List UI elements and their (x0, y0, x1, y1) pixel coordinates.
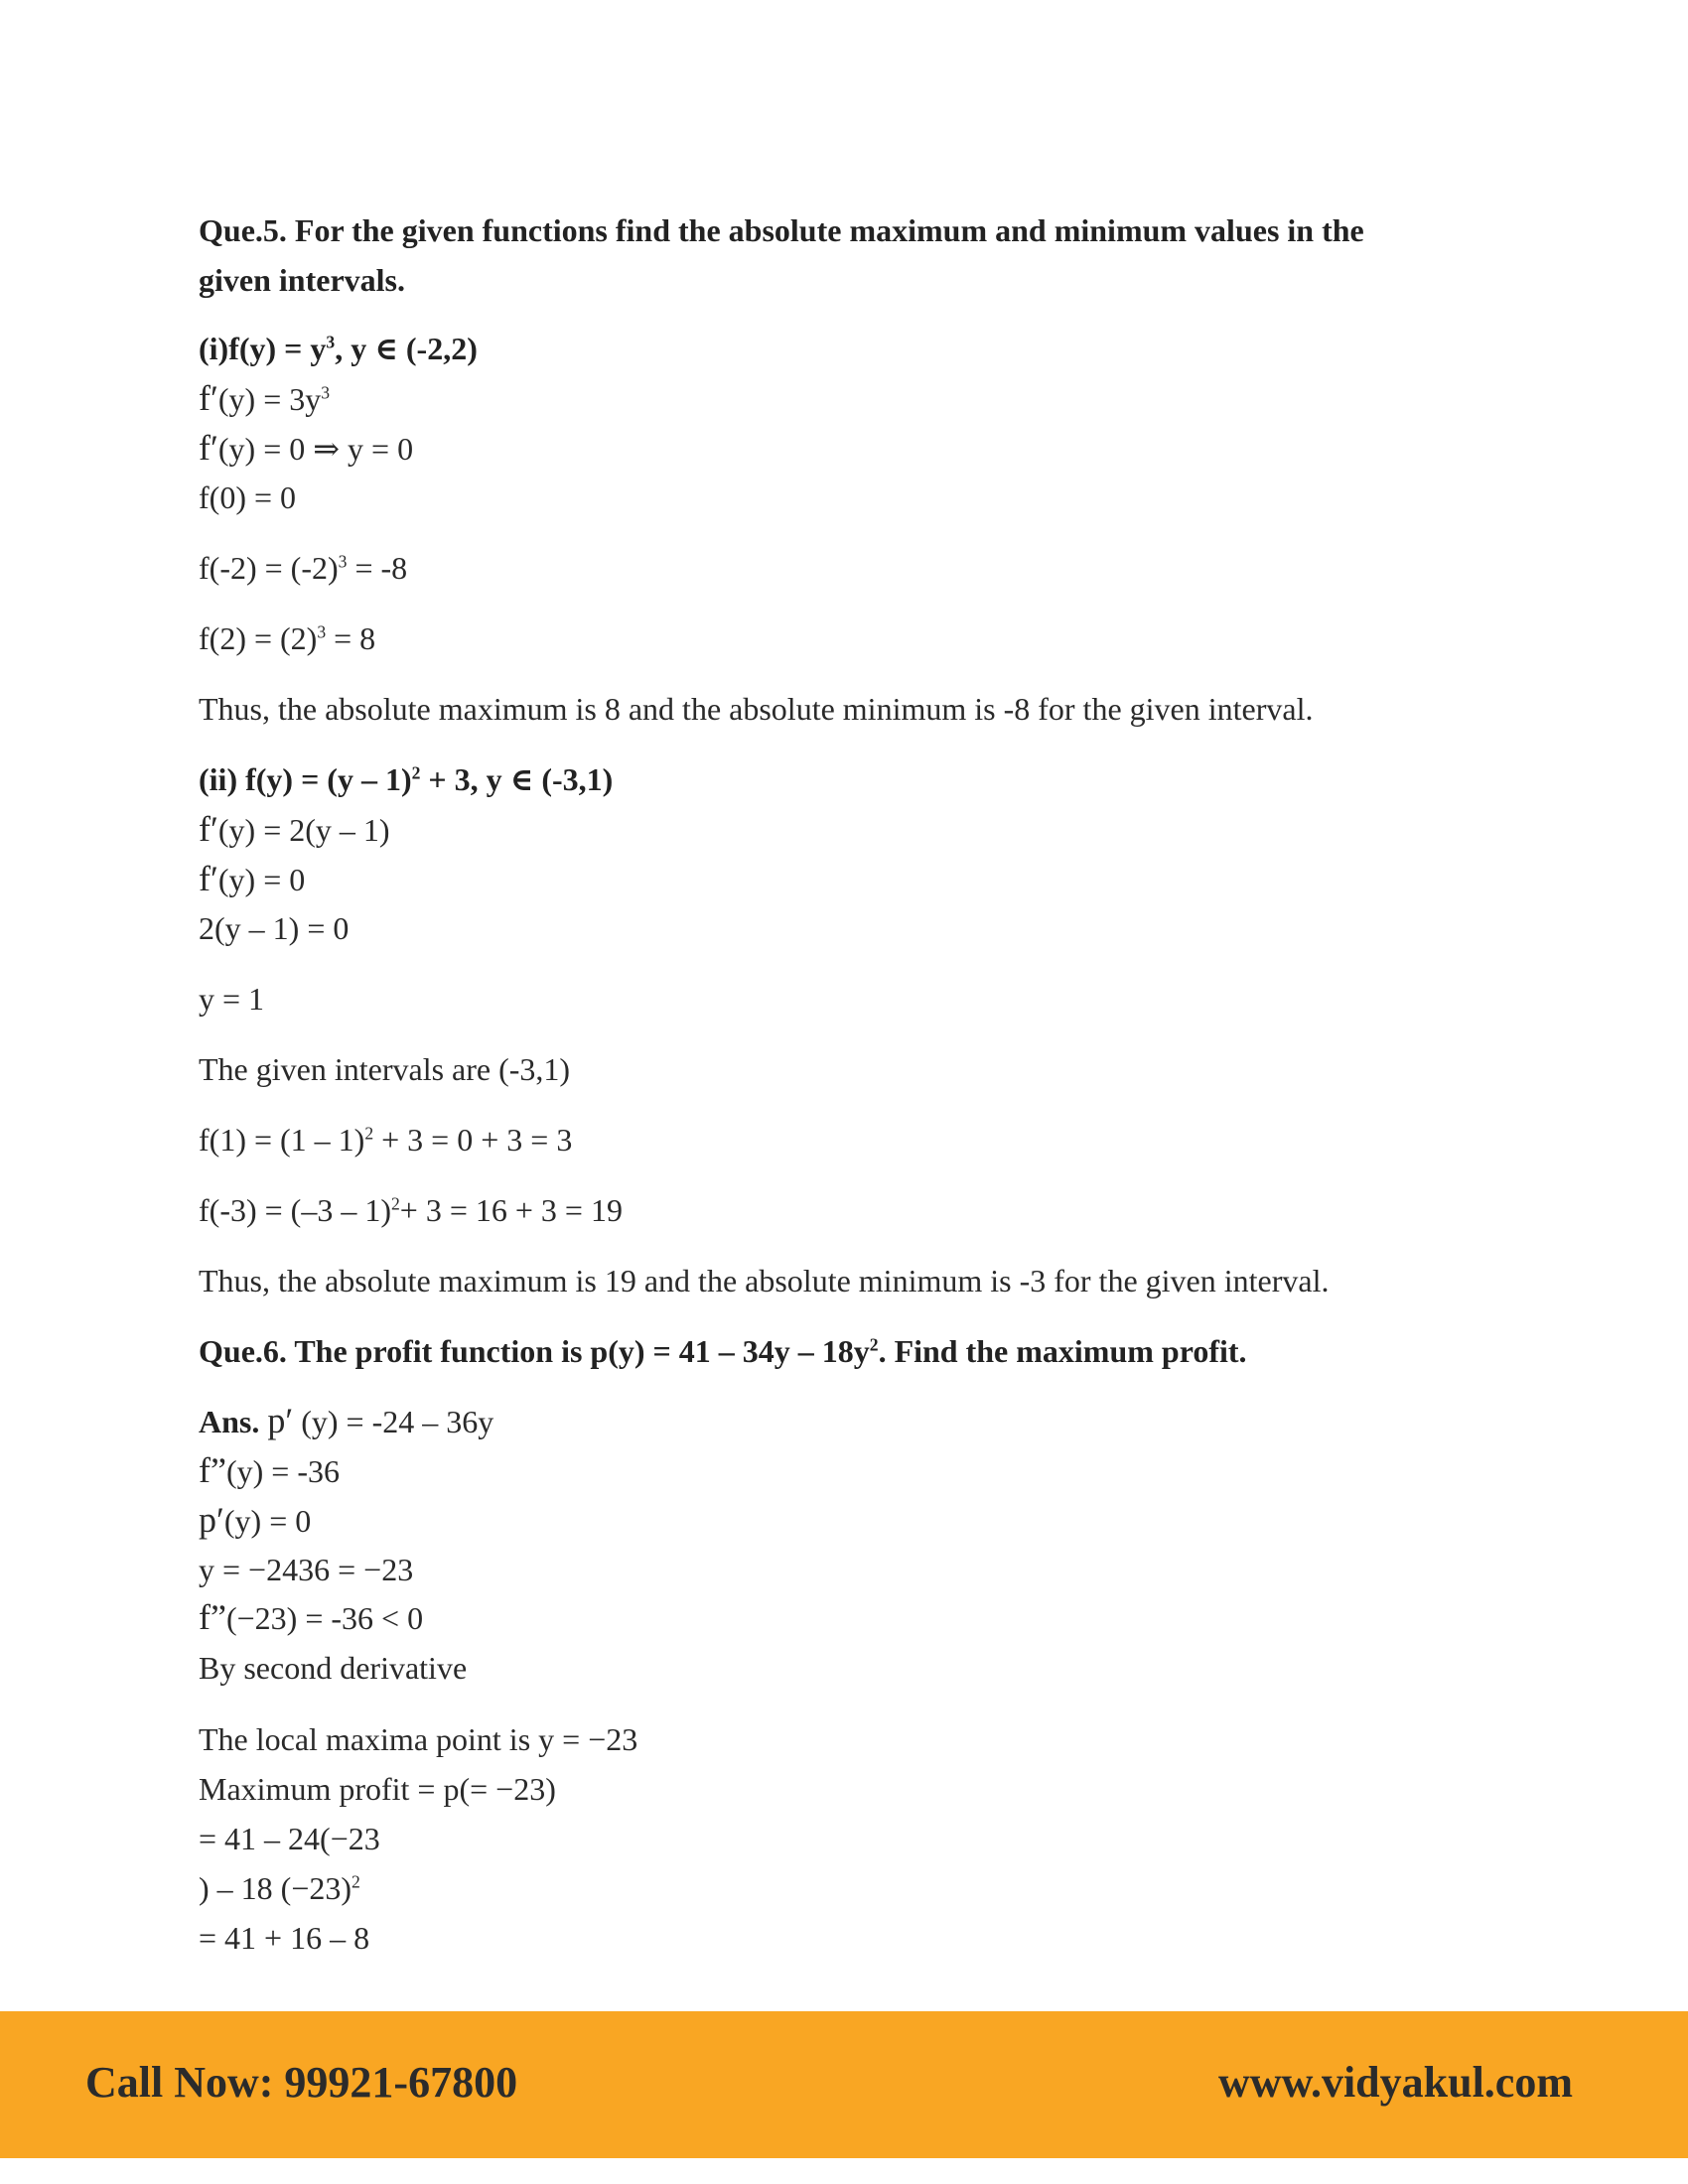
q5-part2-line2: f′(y) = 0 (199, 859, 306, 898)
q5-part1-title: $(i)f(y) = y^3$, y ∈ (-2,2) (199, 331, 478, 366)
q6-line6: By second derivative (199, 1650, 468, 1686)
q6-line9: = 41 – 24(−23 (199, 1821, 380, 1856)
q6-heading: Que.6. The profit function is $p(y) = 41 - 34y - 18y^2$. Find the maximum profit. (199, 1333, 1247, 1369)
q5-part1-conclusion: Thus, the absolute maximum is 8 and the absolute minimum is -8 for the given interval. (199, 691, 1314, 727)
q6-line7: The local maxima point is y = −23 (199, 1721, 638, 1757)
q5-part1-line3: f(0) = 0 (199, 479, 297, 515)
q5-part2-line7: f(-3) = (–3 – 1)$^2$+ 3 = 16 + 3 = 19 (199, 1192, 623, 1228)
footer-website-link[interactable]: www.vidyakul.com (1218, 2058, 1573, 2107)
q6-line10: ) – 18 $(-23)^2$ (199, 1870, 360, 1906)
q5-part2-title: (ii) f(y) = (y – 1)$^2$ + 3, y ∈ (-3,1) (199, 761, 614, 797)
q5-heading-line2: given intervals. (199, 262, 405, 298)
q6-line11: = 41 + 16 – 8 (199, 1920, 370, 1956)
q5-part1-line4: $f(-2) = (-2)^3 = -8$ (199, 550, 408, 586)
q5-part2-line1: f′(y) = 2(y – 1) (199, 809, 390, 849)
q5-part2-line4: y = 1 (199, 981, 265, 1017)
q6-line5: f”(−23) = -36 < 0 (199, 1597, 424, 1637)
q5-part2-line6: f(1) = (1 – 1)$^2$ + 3 = 0 + 3 = 3 (199, 1122, 573, 1158)
footer-bar (0, 2011, 1688, 2158)
footer-phone[interactable]: Call Now: 99921-67800 (85, 2058, 518, 2107)
q6-answer-line1: Ans. p′ (y) = -24 – 36y (199, 1401, 494, 1440)
q6-line2: f”(y) = -36 (199, 1450, 340, 1490)
q5-part1-line5: $f(2) = (2)^3 = 8$ (199, 620, 376, 656)
q5-part2-line3: 2(y – 1) = 0 (199, 910, 350, 946)
q5-heading-line1: Que.5. For the given functions find the absolute maximum and minimum values in the (199, 212, 1364, 248)
q6-line3: p′(y) = 0 (199, 1500, 312, 1540)
q5-part2-conclusion: Thus, the absolute maximum is 19 and the absolute minimum is -3 for the given interval. (199, 1263, 1330, 1298)
q5-part2-line5: The given intervals are (-3,1) (199, 1051, 571, 1087)
q6-line8: Maximum profit = p(= −23) (199, 1771, 556, 1807)
q5-part1-line1: $f'(y) = 3y^3$ (199, 378, 331, 418)
q6-line4: y = −2436 = −23 (199, 1552, 414, 1587)
q5-part1-line2: f′(y) = 0 ⇒ y = 0 (199, 428, 414, 468)
